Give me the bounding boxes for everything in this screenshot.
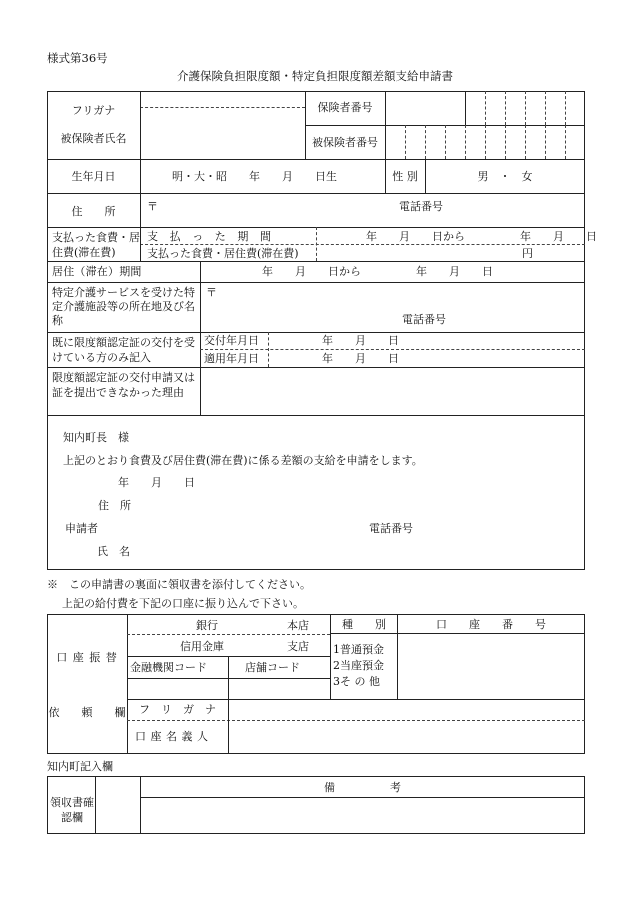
branch-label: 支店: [287, 640, 309, 653]
postal-mark: 〒: [147, 200, 158, 213]
applicant-name-label: 氏 名: [97, 545, 130, 558]
form-title: 介護保険負担限度額・特定負担限度額差額支給申請書: [177, 69, 453, 83]
application-date[interactable]: 年 月 日: [118, 476, 195, 489]
paid-amount-field[interactable]: [317, 245, 517, 261]
stay-period-value[interactable]: 年 月 日から 年 月 日: [262, 265, 493, 278]
insured-number-field[interactable]: [386, 126, 584, 159]
birthdate-value[interactable]: 明・大・昭 年 月 日生: [172, 170, 337, 183]
form-number: 様式第36号: [47, 51, 108, 65]
apply-date-value[interactable]: 年 月 日: [322, 352, 399, 365]
applicant-address-field[interactable]: [140, 496, 570, 514]
certified-label: 既に限度額認定証の交付を受けている方のみ記入: [52, 336, 195, 364]
birthdate-label: 生年月日: [71, 170, 116, 183]
sex-label: 性 別: [392, 170, 418, 183]
remarks-field[interactable]: [141, 798, 584, 833]
applicant-address-label: 住 所: [98, 499, 131, 512]
issue-date-label: 交付年月日: [204, 334, 259, 347]
holder-furigana-field[interactable]: [229, 700, 584, 720]
facility-phone-label: 電話番号: [402, 313, 446, 326]
applicant-label: 申請者: [65, 522, 98, 535]
sex-options[interactable]: 男 ・ 女: [477, 170, 533, 183]
institution-code-field[interactable]: [128, 679, 228, 699]
transfer-intro: 上記の給付費を下記の口座に振り込んで下さい。: [62, 597, 304, 610]
reason-label: 限度額認定証の交付申請又は証を提出できなかった理由: [52, 371, 195, 399]
holder-furigana-label: フ リ ガ ナ: [139, 703, 216, 716]
account-transfer-label: 口 座 振 替: [56, 651, 118, 664]
reason-field[interactable]: [201, 368, 584, 415]
address-field[interactable]: [141, 212, 584, 227]
furigana-field[interactable]: [141, 92, 305, 107]
institution-code-label: 金融機関コード: [130, 661, 207, 674]
apply-date-label: 適用年月日: [204, 352, 259, 365]
bank-label: 銀行: [196, 619, 218, 632]
paid-food-label: 支払った食費・居住費(滞在費): [52, 231, 140, 259]
yen-label: 円: [522, 247, 533, 260]
account-number-field[interactable]: [398, 634, 584, 699]
account-number-label: 口 座 番 号: [436, 618, 546, 631]
insured-number-label: 被保険者番号: [312, 136, 378, 149]
issue-date-value[interactable]: 年 月 日: [322, 334, 399, 347]
address-label: 住 所: [71, 205, 116, 218]
receipt-confirm-label: 領収書確認欄: [50, 796, 94, 824]
type-ordinary[interactable]: 1普通預金: [333, 643, 384, 656]
paid-amount-label: 支払った食費・居住費(滞在費): [147, 247, 299, 260]
request-label: 依 頼 欄: [48, 706, 126, 719]
account-holder-field[interactable]: [229, 721, 584, 753]
office-section-title: 知内町記入欄: [47, 760, 113, 773]
facility-field[interactable]: [201, 298, 584, 312]
branch-code-label: 店舗コード: [245, 661, 300, 674]
branch-code-field[interactable]: [229, 679, 330, 699]
insured-name-label: 被保険者氏名: [60, 132, 127, 145]
applicant-name-field[interactable]: [140, 542, 570, 560]
insurer-number-label: 保険者番号: [317, 101, 373, 114]
bank-name-field[interactable]: [128, 615, 194, 655]
payment-period-label: 支 払 っ た 期 間: [147, 230, 272, 243]
applicant-phone-label: 電話番号: [369, 522, 413, 535]
insurer-number-field[interactable]: [466, 92, 584, 125]
facility-postal-mark: 〒: [206, 286, 217, 299]
phone-label: 電話番号: [399, 200, 443, 213]
application-statement: 上記のとおり食費及び居住費(滞在費)に係る差額の支給を申請をします。: [63, 454, 423, 467]
type-current[interactable]: 2当座預金: [333, 659, 384, 672]
type-other[interactable]: 3そ の 他: [333, 675, 380, 688]
account-holder-label: 口 座 名 義 人: [135, 730, 209, 743]
remarks-label: 備 考: [324, 781, 401, 794]
stay-period-label: 居住（滞在）期間: [52, 265, 142, 278]
credit-union-label: 信用金庫: [180, 640, 224, 653]
attachment-note: ※ この申請書の裏面に領収書を添付してください。: [47, 578, 311, 591]
head-office-label: 本店: [287, 619, 309, 632]
payment-period-value[interactable]: 年 月 日から 年 月 日: [366, 230, 597, 243]
account-type-label: 種 別: [342, 618, 386, 631]
facility-label: 特定介護サービスを受けた特定介護施設等の所在地及び名称: [52, 286, 195, 327]
receipt-confirm-field[interactable]: [96, 777, 140, 833]
addressee: 知内町長 様: [63, 431, 129, 444]
insured-name-field[interactable]: [141, 108, 305, 159]
furigana-label: フリガナ: [71, 104, 116, 117]
